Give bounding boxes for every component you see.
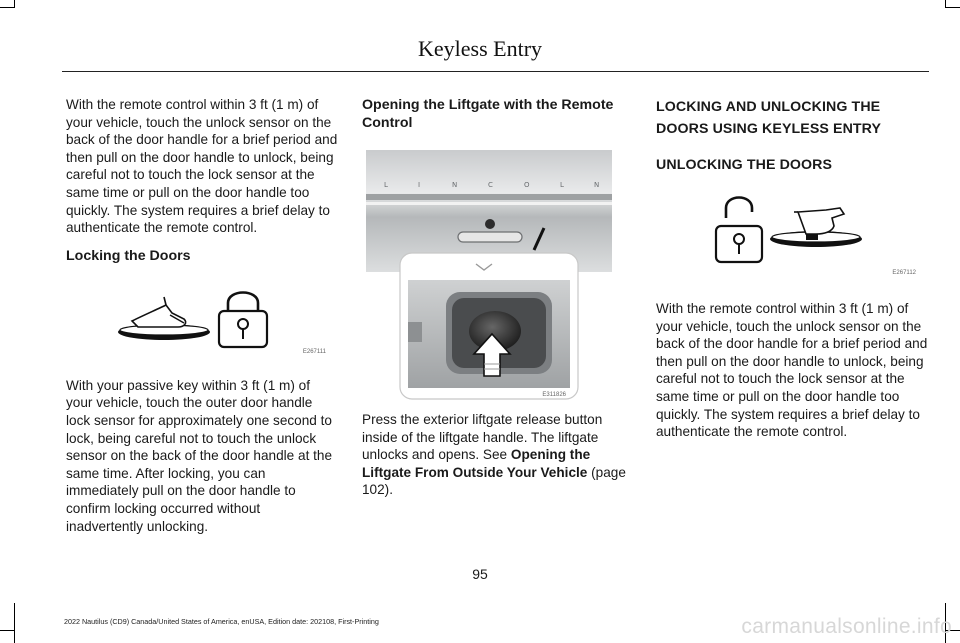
svg-text:L: L (384, 181, 388, 189)
lock-doors-illustration (66, 279, 338, 359)
link-opening-liftgate[interactable]: Opening the Liftgate From Outside Your Vehicle (362, 447, 591, 480)
svg-text:N: N (452, 181, 458, 189)
paragraph-liftgate-page: (page 102). (362, 464, 626, 498)
svg-text:N: N (594, 181, 600, 189)
heading-locking-unlocking: LOCKING AND UNLOCKING THE DOORS USING KEYLESS ENTRY (656, 99, 882, 137)
crop-mark (14, 603, 15, 643)
paragraph-unlock-keyless: With the remote control within 3 ft (1 m) of your vehicle, touch the unlock sensor on the back of the door handle for a brief period and then pull on the door handle to unlock, being careful not to touch the lock sensor at the same time or pull on the door handle too quickly. The system requires a brief delay to authenticate the remote control. (656, 301, 928, 440)
column-middle (362, 96, 634, 499)
liftgate-illustration (366, 150, 626, 412)
crop-mark (0, 7, 14, 8)
handle-icon (770, 208, 862, 247)
crop-mark (14, 0, 15, 8)
paragraph-lock-passive-key: With your passive key within 3 ft (1 m) of your vehicle, touch the outer door handle lock sensor for approximately one second to lock, being careful not to touch the unlock sensor on the back of the door handle at the same time. After locking, you can immediately pull on the door handle to confirm locking occurred without inadvertently unlocking. (66, 377, 333, 534)
heading-locking-doors: Locking the Doors (66, 247, 191, 264)
license-light (458, 232, 522, 242)
figure-code: E311826 (542, 392, 566, 398)
crop-mark (945, 7, 960, 8)
svg-text:O: O (524, 181, 530, 189)
heading-liftgate-remote: Opening the Liftgate with the Remote Control (362, 97, 614, 131)
page-title: Keyless Entry (417, 36, 543, 61)
lock-open-icon (716, 198, 762, 263)
column-left (66, 96, 338, 535)
svg-text:L: L (560, 181, 564, 189)
figure-code: E267111 (302, 348, 326, 355)
subheading-unlocking-doors: UNLOCKING THE DOORS (656, 157, 833, 173)
lock-closed-icon (219, 292, 267, 347)
figure-code: E267112 (892, 270, 916, 276)
column-right (656, 96, 930, 441)
edition-info: 2022 Nautilus (CD9) Canada/United States of America, enUSA, Edition date: 202108, First-Printing (64, 617, 379, 626)
svg-text:I: I (418, 181, 421, 189)
unlock-doors-illustration (656, 190, 930, 280)
paragraph-liftgate-text: Press the exterior liftgate release button inside of the liftgate handle. The liftgate unlocks and opens. See (362, 412, 603, 463)
page-number: 95 (472, 566, 488, 582)
paragraph-unlock-remote: With the remote control within 3 ft (1 m) of your vehicle, touch the unlock sensor on the back of the door handle for a brief period and then pull on the door handle to unlock, being careful not to touch the lock sensor at the same time or pull on the door handle too quickly. The system requires a brief delay to authenticate the remote control. (66, 97, 338, 236)
watermark: carmanualsonline.info (741, 615, 952, 638)
header-divider (62, 71, 929, 72)
paragraph-liftgate (362, 411, 634, 499)
camera (485, 219, 495, 229)
crop-mark (0, 630, 14, 631)
handle-icon (118, 297, 210, 340)
svg-text:C: C (488, 181, 493, 189)
